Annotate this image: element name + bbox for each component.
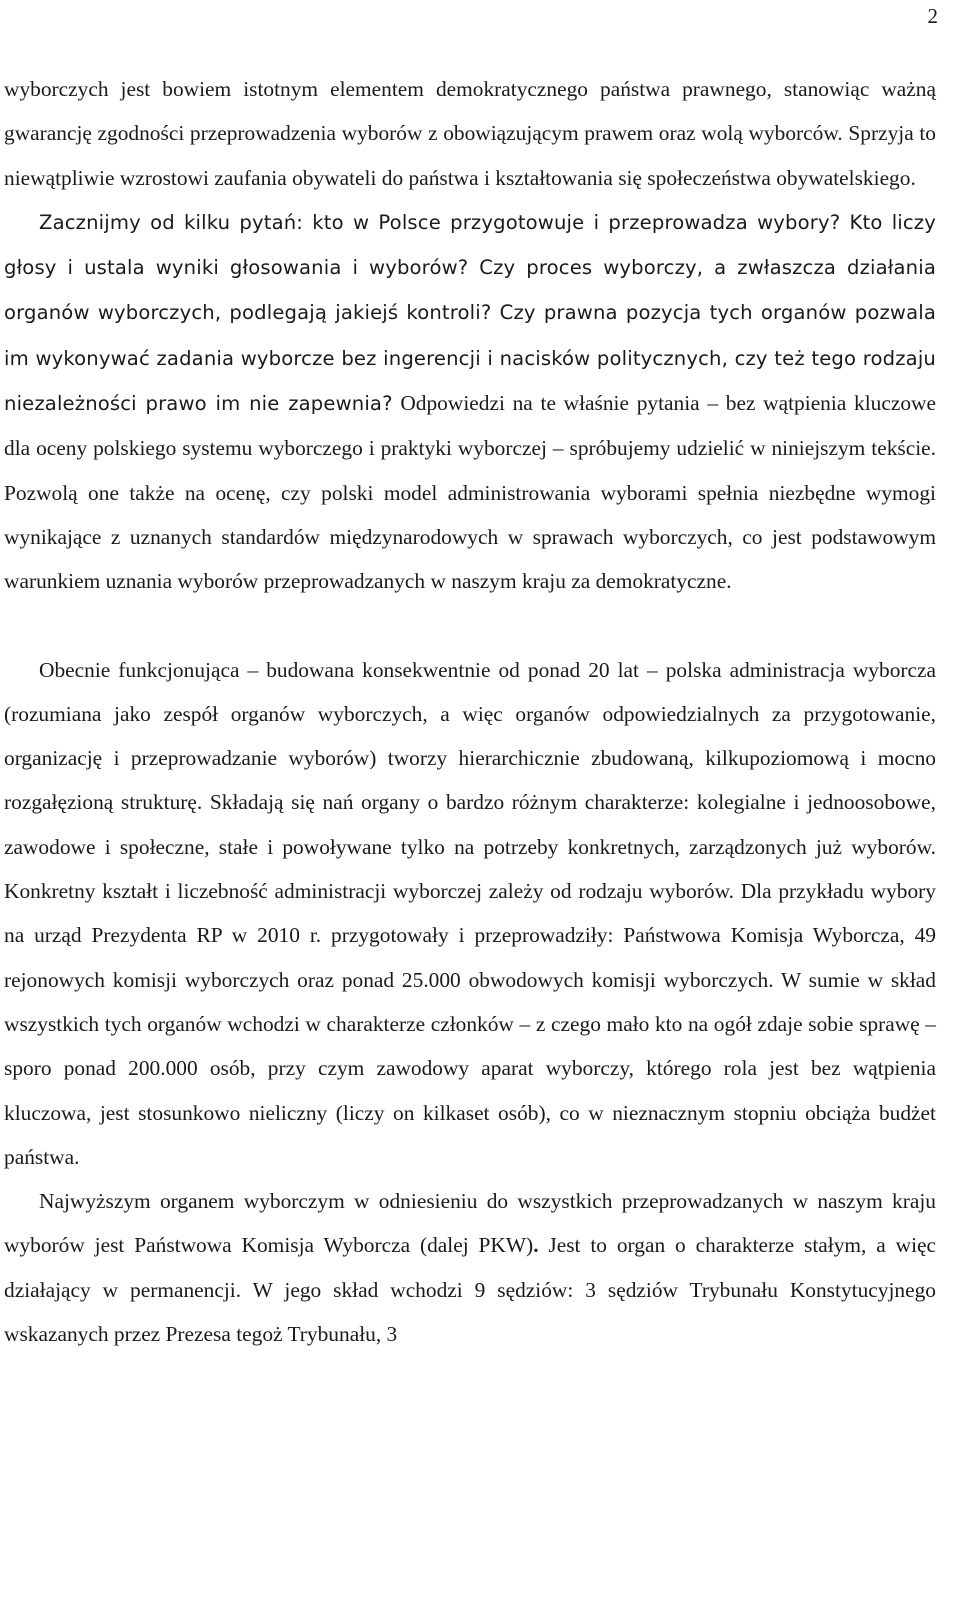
paragraph-questions [4,200,936,604]
document-body [4,67,936,1356]
pkw-bold-dot: . [533,1233,539,1258]
pkw-text-end: Jest to organ o charakterze stałym, a więc działający w permanencji. W jego skład wchodzi 9 sędziów: 3 sędziów Trybunału Konstytucyjnego wskazanych przez Prezesa tegoż Trybunału, 3 [4,1233,937,1347]
questions-text: Zacznijmy od kilku pytań: kto w Polsce przygotowuje i przeprowadza wybory? Kto liczy głosy i ustala wyniki głosowania i wyborów? Czy proces wyborczy, a zwłaszcza działania organów wyborczych, podlegają jakiejś kontroli? Czy prawna pozycja tych organów pozwala im wykonywać zadania wyborcze bez ingerencji i nacisków politycznych, czy też tego rodzaju niezależności prawo im nie zapewnia? [4,210,936,416]
paragraph-administration: Obecnie funkcjonująca – budowana konsekwentnie od ponad 20 lat – polska administracja wyborcza (rozumiana jako zespół organów wyborczych, a więc organów odpowiedzialnych za przygotowanie, organizację i przeprowadzanie wyborów) tworzy hierarchicznie zbudowaną, kilkupoziomową i mocno rozgałęzioną strukturę. Składają się nań organy o bardzo różnym charakterze: kolegialne i jednoosobowe, zawodowe i społeczne, stałe i powoływane tylko na potrzeby konkretnych, zarządzonych już wyborów. Konkretny kształt i liczebność administracji wyborczej zależy od rodzaju wyborów. Dla przykładu wybory na urząd Prezydenta RP w 2010 r. przygotowały i przeprowadziły: Państwowa Komisja Wyborcza, 49 rejonowych komisji wyborczych oraz ponad 25.000 obwodowych komisji wyborczych. W sumie w skład wszystkich tych organów wchodzi w charakterze członków – z czego mało kto na ogół zdaje sobie sprawę – sporo ponad 200.000 osób, przy czym zawodowy aparat wyborczy, którego rola jest bez wątpienia kluczowa, jest stosunkowo nieliczny (liczy on kilkaset osób), co w nieznacznym stopniu obciąża budżet państwa. [4,657,936,1169]
paragraph-pkw [4,1179,936,1356]
answers-text: Odpowiedzi na te właśnie pytania – bez wątpienia kluczowe dla oceny polskiego systemu wyborczego i praktyki wyborczej – spróbujemy udzielić w niniejszym tekście. Pozwolą one także na ocenę, czy polski model administrowania wyborami spełnia niezbędne wymogi wynikające z uznanych standardów międzynarodowych w sprawach wyborczych, co jest podstawowym warunkiem uznania wyborów przeprowadzanych w naszym kraju za demokratyczne. [4,391,936,594]
page-number: 2 [927,4,938,28]
paragraph-gap [4,604,936,648]
pkw-text-start: Najwyższym organem wyborczym w odniesieniu do wszystkich przeprowadzanych w naszym kraju wyborów jest Państwowa Komisja Wyborcza (dalej PKW) [4,1189,936,1258]
paragraph-intro: wyborczych jest bowiem istotnym elementem demokratycznego państwa prawnego, stanowiąc ważną gwarancję zgodności przeprowadzenia wyborów z obowiązującym prawem oraz wolą wyborców. Sprzyja to niewątpliwie wzrostowi zaufania obywateli do państwa i kształtowania się społeczeństwa obywatelskiego. [4,77,936,190]
